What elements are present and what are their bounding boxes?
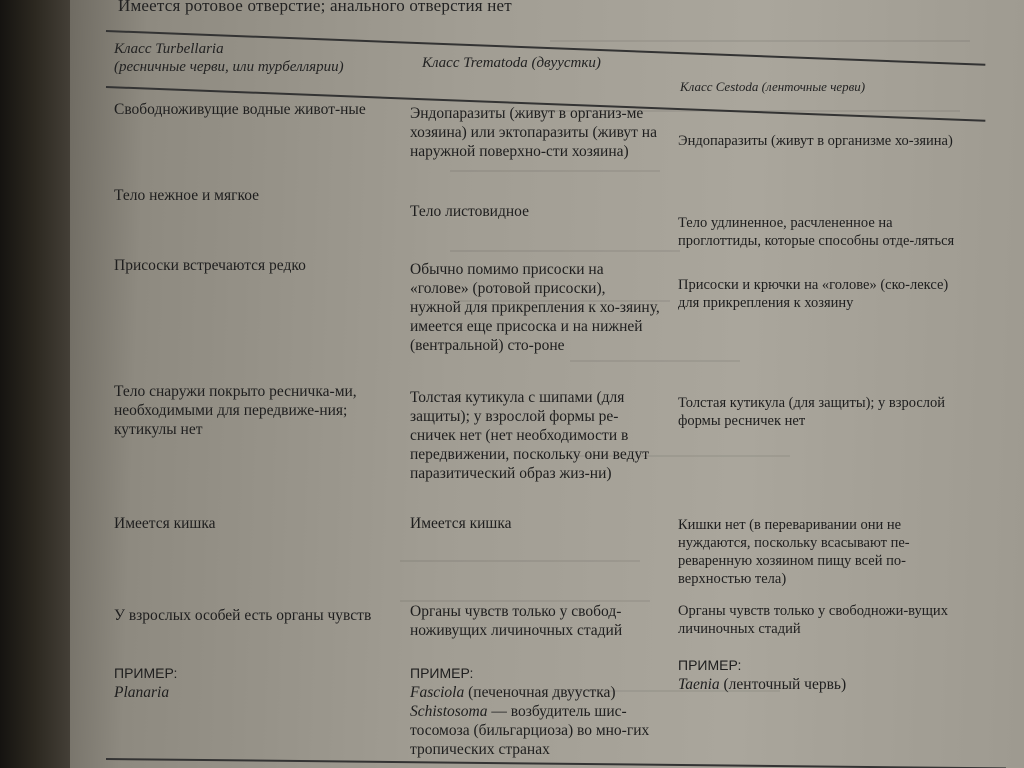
class-subtitle: (ресничные черви, или турбеллярии)	[114, 59, 344, 75]
class-name: Класс Cestoda	[680, 79, 759, 94]
table-cell: Эндопаразиты (живут в организ-ме хозяина) или эктопаразиты (живут на наружной поверхно-сти хозяина)	[410, 105, 657, 160]
example-label: ПРИМЕР:	[678, 657, 742, 673]
table-cell: Толстая кутикула с шипами (для защиты); у взрослой формы ре-сничек нет (нет необходимости в передвижении, поскольку они ведут паразитический образ жиз-ни)	[410, 389, 649, 482]
example-trematoda	[410, 664, 670, 759]
example-description: (печеночная двуустка)	[468, 684, 616, 701]
class-subtitle: (ленточные черви)	[761, 79, 866, 94]
table-intro: Имеется ротовое отверстие; анального отверстия нет	[118, 0, 512, 15]
table-cell: Тело удлиненное, расчлененное на проглоттиды, которые способны отде-ляться	[678, 215, 955, 249]
example-label: ПРИМЕР:	[410, 665, 474, 681]
class-name: Класс Trematoda	[422, 55, 528, 71]
table-cell: Эндопаразиты (живут в организме хо-зяина)	[678, 133, 953, 149]
table-cell: Свободноживущие водные живот-ные	[114, 101, 366, 118]
example-genus: Fasciola	[410, 684, 465, 701]
example-genus: Taenia	[678, 676, 720, 693]
table-cell: Обычно помимо присоски на «голове» (ротовой присоски), нужной для прикрепления к хо-зяину, имеется еще присоска и на нижней (вентральной) сто-роне	[410, 261, 660, 354]
book-page	[70, 0, 1024, 768]
table-cell: Органы чувств только у свобод-ноживущих личиночных стадий	[410, 603, 623, 639]
table-cell: Тело листовидное	[410, 203, 529, 220]
table-cell: Присоски встречаются редко	[114, 257, 306, 274]
column-header-trematoda	[422, 54, 742, 72]
table-cell: Присоски и крючки на «голове» (ско-лексе) для прикрепления к хозяину	[678, 277, 949, 311]
example-genus: Schistosoma	[410, 703, 488, 720]
table-cell: Кишки нет (в переваривании они не нуждаются, поскольку всасывают пе-реваренную хозяином пищу всей по-верхностью тела)	[678, 517, 910, 587]
example-label: ПРИМЕР:	[114, 665, 178, 681]
example-description: — возбудитель шис-тосомоза (бильгарциоза) во мно-гих тропических странах	[410, 703, 650, 758]
example-turbellaria	[114, 664, 384, 702]
table-cell: Тело нежное и мягкое	[114, 187, 260, 204]
class-name: Класс Turbellaria	[114, 41, 224, 57]
class-subtitle: (двуустки)	[531, 55, 601, 71]
example-cestoda	[678, 656, 958, 694]
table-cell: У взрослых особей есть органы чувств	[114, 607, 372, 624]
column-header-cestoda	[680, 78, 980, 96]
example-description: (ленточный червь)	[723, 676, 847, 693]
table-cell: Толстая кутикула (для защиты); у взрослой формы ресничек нет	[678, 395, 946, 429]
table-cell: Органы чувств только у свободножи-вущих личиночных стадий	[678, 603, 948, 637]
example-genus: Planaria	[114, 684, 170, 701]
table-cell: Имеется кишка	[410, 515, 512, 532]
table-cell: Тело снаружи покрыто ресничка-ми, необходимыми для передвиже-ния; кутикулы нет	[114, 383, 357, 438]
table-cell: Имеется кишка	[114, 515, 216, 532]
column-header-turbellaria	[114, 40, 414, 76]
